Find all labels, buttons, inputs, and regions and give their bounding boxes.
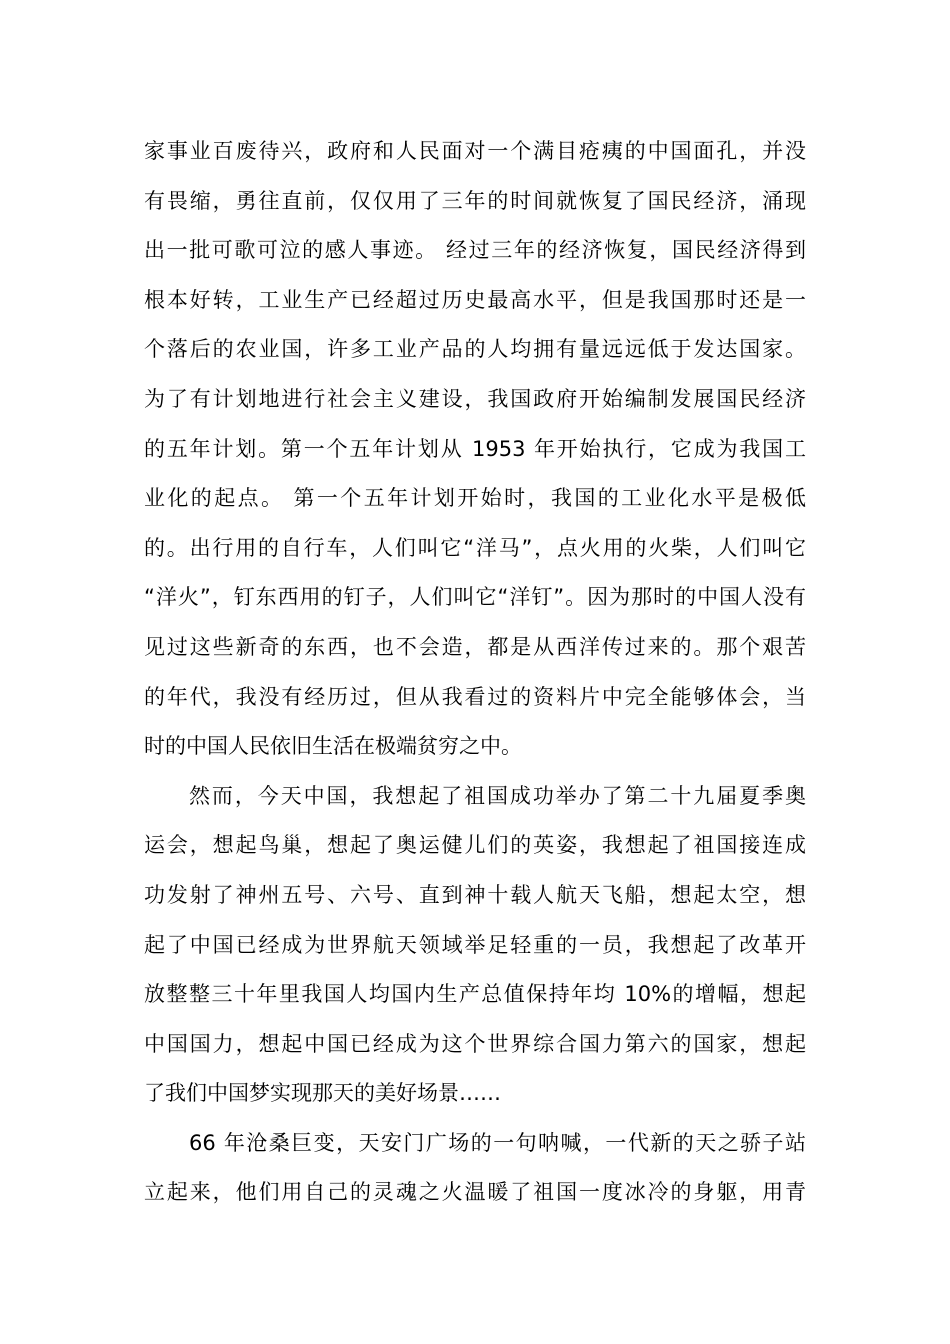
text-line: 有畏缩，勇往直前，仅仅用了三年的时间就恢复了国民经济，涌现 xyxy=(144,188,806,213)
paragraph-2 xyxy=(144,772,806,1119)
text-line: 为了有计划地进行社会主义建设，我国政府开始编制发展国民经济 xyxy=(144,386,806,411)
paragraph-1 xyxy=(144,127,806,772)
text-line: 见过这些新奇的东西，也不会造，都是从西洋传过来的。那个艰苦 xyxy=(144,634,806,659)
text-line: 立起来，他们用自己的灵魂之火温暖了祖国一度冰冷的身躯，用青 xyxy=(144,1180,806,1205)
text-line: 66 年沧桑巨变，天安门广场的一句呐喊，一代新的天之骄子站 xyxy=(189,1130,806,1155)
paragraph-3 xyxy=(144,1119,806,1218)
document-body xyxy=(144,127,806,1218)
text-line: 了我们中国梦实现那天的美好场景…… xyxy=(144,1081,501,1106)
text-line: 起了中国已经成为世界航天领域举足轻重的一员，我想起了改革开 xyxy=(144,932,806,957)
text-line: 的。出行用的自行车，人们叫它“洋马”，点火用的火柴，人们叫它 xyxy=(144,535,806,560)
text-line: “洋火”，钉东西用的钉子，人们叫它“洋钉”。因为那时的中国人没有 xyxy=(144,585,806,610)
text-line: 家事业百废待兴，政府和人民面对一个满目疮痍的中国面孔，并没 xyxy=(144,139,806,163)
text-line: 运会，想起鸟巢，想起了奥运健儿们的英姿，我想起了祖国接连成 xyxy=(144,833,806,858)
text-line: 然而，今天中国，我想起了祖国成功举办了第二十九届夏季奥 xyxy=(189,783,806,808)
text-line: 根本好转，工业生产已经超过历史最高水平，但是我国那时还是一 xyxy=(144,287,806,312)
text-line: 业化的起点。 第一个五年计划开始时，我国的工业化水平是极低 xyxy=(144,486,806,511)
text-line: 的年代，我没有经历过，但从我看过的资料片中完全能够体会，当 xyxy=(144,684,806,709)
text-line: 时的中国人民依旧生活在极端贫穷之中。 xyxy=(144,734,522,759)
text-line: 出一批可歌可泣的感人事迹。 经过三年的经济恢复，国民经济得到 xyxy=(144,238,806,263)
text-line: 的五年计划。第一个五年计划从 1953 年开始执行，它成为我国工 xyxy=(144,436,806,461)
text-line: 放整整三十年里我国人均国内生产总值保持年均 10%的增幅，想起 xyxy=(144,982,806,1007)
text-line: 功发射了神州五号、六号、直到神十载人航天飞船，想起太空，想 xyxy=(144,882,806,907)
text-line: 个落后的农业国，许多工业产品的人均拥有量远远低于发达国家。 xyxy=(144,337,806,362)
text-line: 中国国力，想起中国已经成为这个世界综合国力第六的国家，想起 xyxy=(144,1031,806,1056)
